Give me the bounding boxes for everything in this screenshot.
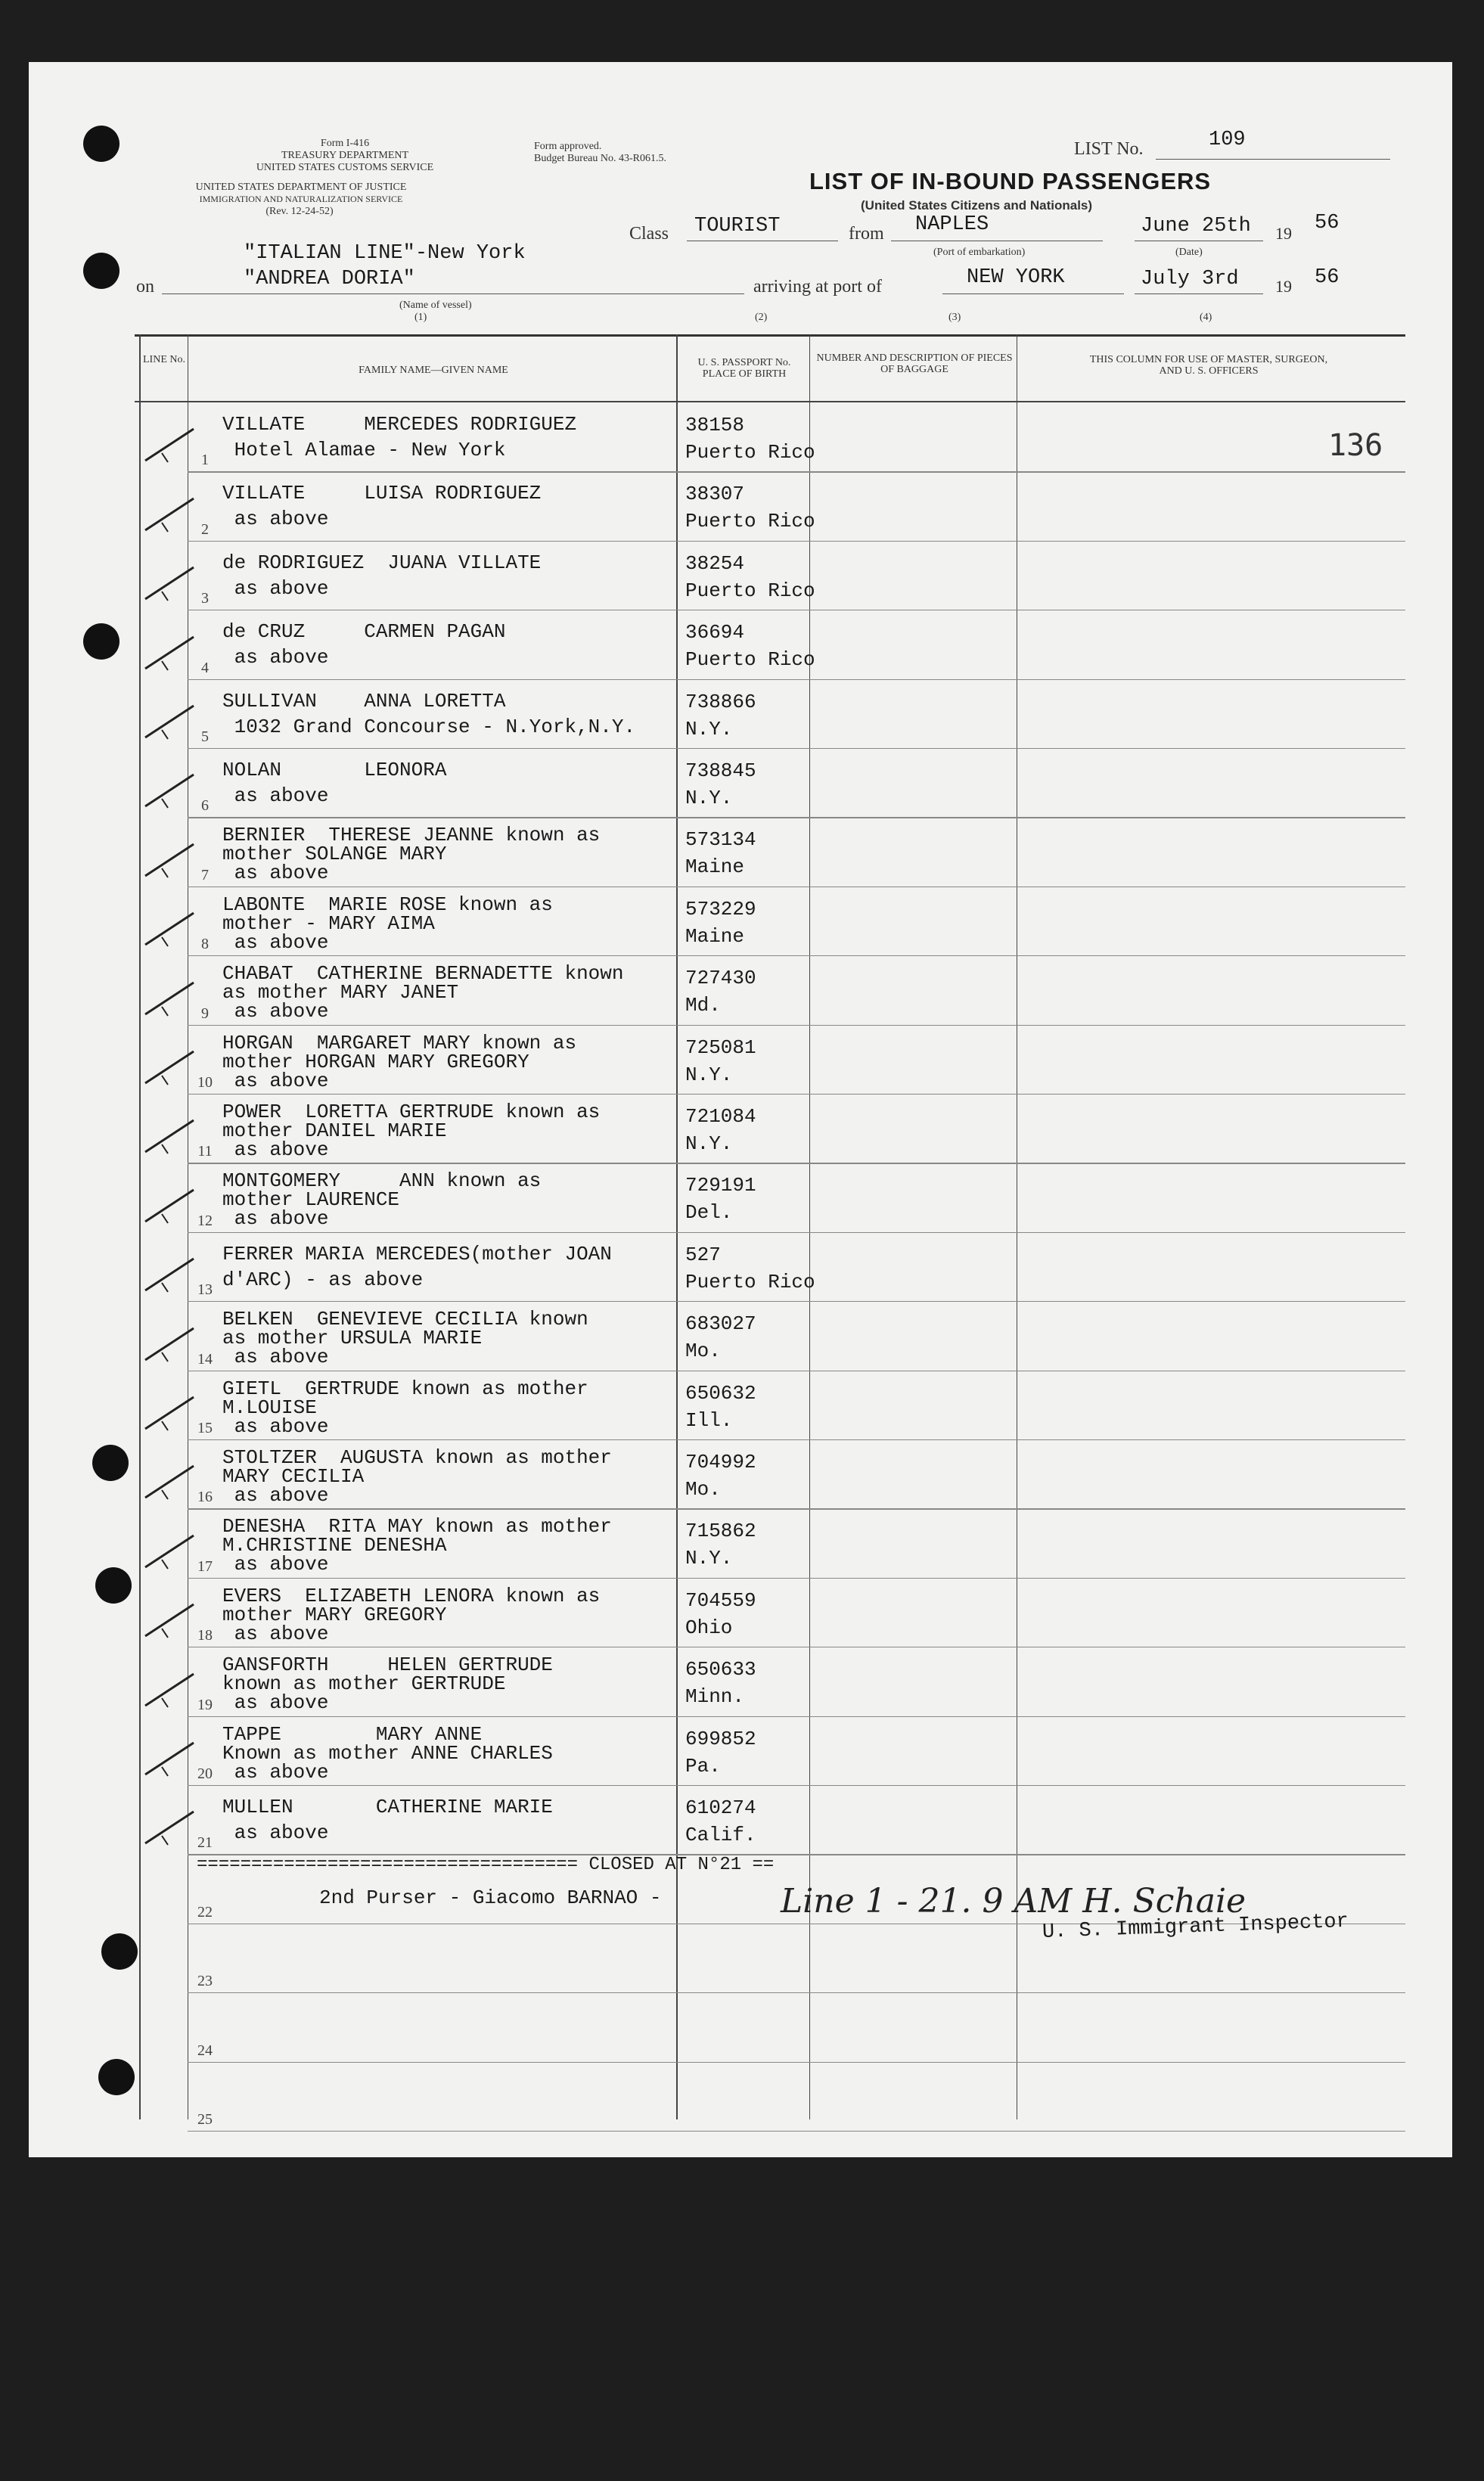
line-number: 19 [197, 1696, 213, 1713]
line-number: 23 [197, 1973, 213, 1990]
check-mark-icon [141, 695, 201, 748]
year-prefix: 19 [1275, 224, 1292, 243]
passport-and-birthplace: 715862 N.Y. [685, 1520, 756, 1570]
table-top-rule [135, 334, 1405, 337]
date-caption: (Date) [1175, 247, 1203, 258]
check-mark-icon [141, 1801, 201, 1854]
line-number: 3 [201, 590, 209, 607]
row-rule [188, 541, 1405, 542]
line-number: 12 [197, 1212, 213, 1229]
passenger-name: EVERS ELIZABETH LENORA known as mother MARY GREGORY as above [222, 1584, 601, 1645]
check-mark-icon [141, 1455, 201, 1508]
row-rule [188, 1025, 1405, 1026]
line-number: 25 [197, 2111, 213, 2128]
list-no-label: LIST No. [1074, 139, 1144, 159]
row-rule [188, 1301, 1405, 1302]
passenger-name: DENESHA RITA MAY known as mother M.CHRISTINE DENESHA as above [222, 1515, 612, 1576]
page-stamp: 136 [1328, 428, 1383, 463]
passenger-name: FERRER MARIA MERCEDES(mother JOAN d'ARC) - as above [222, 1242, 612, 1291]
col-header-passport: U. S. PASSPORT No. PLACE OF BIRTH [697, 357, 791, 380]
row-rule [188, 955, 1405, 956]
check-mark-icon [141, 834, 201, 887]
line-number: 1 [201, 452, 209, 469]
row-rule [188, 471, 1405, 472]
purser-signature: 2nd Purser - Giacomo BARNAO - [319, 1886, 662, 1909]
row-rule [188, 1578, 1405, 1579]
check-mark-icon [141, 902, 201, 955]
list-no: 109 [1209, 129, 1246, 151]
customs-service: UNITED STATES CUSTOMS SERVICE [256, 162, 434, 173]
row-rule [188, 2062, 1405, 2063]
from-label: from [849, 224, 884, 244]
passport-and-birthplace: 721084 N.Y. [685, 1105, 756, 1155]
check-mark-icon [141, 1179, 201, 1232]
passport-and-birthplace: 650632 Ill. [685, 1381, 756, 1432]
closed-line: =================================== CLOSED AT N°21 == [197, 1855, 775, 1875]
year-prefix-2: 19 [1275, 277, 1292, 296]
check-mark-icon [141, 1110, 201, 1163]
row-rule [188, 679, 1405, 680]
passport-and-birthplace: 650633 Minn. [685, 1658, 756, 1709]
passenger-name: NOLAN LEONORA as above [222, 759, 447, 807]
row-rule [188, 817, 1405, 818]
passport-and-birthplace: 38254 Puerto Rico [685, 551, 815, 602]
immigration-service: IMMIGRATION AND NATURALIZATION SERVICE [199, 194, 403, 204]
row-rule [188, 2131, 1405, 2132]
check-mark-icon [141, 1594, 201, 1647]
passenger-name: VILLATE MERCEDES RODRIGUEZ Hotel Alamae - New York [222, 413, 577, 461]
row-rule [188, 1785, 1405, 1786]
table-header-rule [135, 401, 1405, 402]
line-number: 17 [197, 1557, 213, 1575]
line-number: 16 [197, 1489, 213, 1506]
line-number: 14 [197, 1350, 213, 1368]
from-value: NAPLES [915, 213, 989, 236]
line-number: 21 [197, 1834, 213, 1852]
arrival-date: July 3rd [1141, 268, 1239, 290]
passenger-name: VILLATE LUISA RODRIGUEZ as above [222, 482, 542, 531]
passport-and-birthplace: 727430 Md. [685, 967, 756, 1017]
column-caption-3: (3) [948, 312, 961, 323]
form-number: Form I-416 [320, 138, 370, 149]
check-mark-icon [141, 1248, 201, 1301]
justice-department: UNITED STATES DEPARTMENT OF JUSTICE [195, 182, 407, 193]
document-title: LIST OF IN-BOUND PASSENGERS [809, 168, 1212, 194]
vessel-name: "ANDREA DORIA" [244, 268, 415, 290]
date-from: June 25th [1141, 215, 1251, 238]
passenger-name: HORGAN MARGARET MARY known as mother HORGAN MARY GREGORY as above [222, 1031, 577, 1092]
row-rule [188, 1992, 1405, 1993]
passport-and-birthplace: 704992 Mo. [685, 1451, 756, 1501]
arriving-label: arriving at port of [753, 277, 882, 297]
passenger-name: STOLTZER AUGUSTA known as mother MARY CECILIA as above [222, 1446, 612, 1507]
check-mark-icon [141, 764, 201, 817]
form-approved: Form approved. [534, 141, 602, 152]
vessel-caption: (Name of vessel) [399, 300, 472, 311]
passenger-name: LABONTE MARIE ROSE known as mother - MARY AIMA as above [222, 893, 553, 954]
check-mark-icon [141, 557, 201, 610]
passenger-name: POWER LORETTA GERTRUDE known as mother DANIEL MARIE as above [222, 1101, 601, 1161]
check-mark-icon [141, 418, 201, 471]
line-number: 22 [197, 1903, 213, 1921]
inspector-handwritten-note: Line 1 - 21. 9 AM H. Schaie [781, 1882, 1246, 1921]
class-label: Class [629, 224, 669, 244]
col-header-line-no: LINE No. [143, 354, 185, 365]
check-mark-icon [141, 972, 201, 1025]
passport-and-birthplace: 729191 Del. [685, 1174, 756, 1225]
row-rule [188, 1439, 1405, 1440]
line-number: 18 [197, 1627, 213, 1644]
line-number: 9 [201, 1005, 209, 1022]
row-rule [188, 1716, 1405, 1717]
passport-and-birthplace: 699852 Pa. [685, 1727, 756, 1778]
passenger-name: BELKEN GENEVIEVE CECILIA known as mother URSULA MARIE as above [222, 1308, 588, 1369]
passenger-name: TAPPE MARY ANNE Known as mother ANNE CHARLES as above [222, 1722, 553, 1784]
line-number: 6 [201, 797, 209, 815]
line-number: 4 [201, 659, 209, 676]
line-number: 13 [197, 1281, 213, 1299]
check-mark-icon [141, 626, 201, 679]
port-embark-caption: (Port of embarkation) [933, 247, 1026, 258]
line-number: 2 [201, 520, 209, 538]
passport-and-birthplace: 683027 Mo. [685, 1312, 756, 1363]
document-subtitle: (United States Citizens and Nationals) [861, 198, 1093, 213]
col-header-baggage: NUMBER AND DESCRIPTION OF PIECES OF BAGGAGE [816, 352, 1013, 375]
passport-and-birthplace: 527 Puerto Rico [685, 1243, 815, 1293]
passport-and-birthplace: 573229 Maine [685, 897, 756, 948]
passport-and-birthplace: 738866 N.Y. [685, 690, 756, 741]
column-caption-1: (1) [414, 312, 427, 323]
passenger-name: MONTGOMERY ANN known as mother LAURENCE as above [222, 1169, 542, 1231]
line-number: 5 [201, 728, 209, 745]
year-to: 56 [1315, 266, 1340, 289]
passport-and-birthplace: 38307 Puerto Rico [685, 483, 815, 533]
year-from: 56 [1315, 212, 1340, 234]
passenger-name: BERNIER THERESE JEANNE known as mother SOLANGE MARY as above [222, 824, 601, 885]
line-number: 15 [197, 1420, 213, 1436]
line-number: 20 [197, 1765, 213, 1782]
check-mark-icon [141, 1525, 201, 1578]
check-mark-icon [141, 488, 201, 541]
passport-and-birthplace: 573134 Maine [685, 828, 756, 879]
budget-bureau: Budget Bureau No. 43-R061.5. [534, 153, 666, 164]
passenger-name: de RODRIGUEZ JUANA VILLATE as above [222, 551, 542, 600]
passport-and-birthplace: 725081 N.Y. [685, 1036, 756, 1086]
passenger-name: SULLIVAN ANNA LORETTA 1032 Grand Concourse - N.York,N.Y. [222, 689, 636, 738]
inspector-title: U. S. Immigrant Inspector [1042, 1910, 1349, 1944]
line-number: 24 [197, 2042, 213, 2059]
manifest-page [29, 62, 1452, 2157]
passenger-name: de CRUZ CARMEN PAGAN as above [222, 620, 506, 669]
row-rule [188, 1508, 1405, 1509]
passport-and-birthplace: 704559 Ohio [685, 1588, 756, 1639]
passenger-name: MULLEN CATHERINE MARIE as above [222, 1796, 553, 1844]
steamship-line: "ITALIAN LINE"-New York [244, 242, 526, 265]
on-label: on [136, 277, 154, 297]
revision: (Rev. 12-24-52) [265, 206, 334, 217]
line-number: 11 [197, 1143, 213, 1160]
line-number: 7 [201, 866, 209, 883]
column-divider [676, 334, 678, 2119]
arrival-port: NEW YORK [967, 266, 1065, 289]
passenger-name: GIETL GERTRUDE known as mother M.LOUISE as above [222, 1377, 588, 1438]
passport-and-birthplace: 738845 N.Y. [685, 759, 756, 809]
check-mark-icon [141, 1732, 201, 1785]
column-caption-2: (2) [755, 312, 768, 323]
passport-and-birthplace: 36694 Puerto Rico [685, 621, 815, 672]
row-rule [188, 1232, 1405, 1233]
check-mark-icon [141, 1386, 201, 1439]
class-value: TOURIST [694, 215, 781, 238]
treasury-department: TREASURY DEPARTMENT [281, 150, 409, 161]
row-rule [188, 1094, 1405, 1095]
passport-and-birthplace: 610274 Calif. [685, 1796, 756, 1846]
line-number: 8 [201, 936, 209, 953]
check-mark-icon [141, 1318, 201, 1371]
col-header-officers: THIS COLUMN FOR USE OF MASTER, SURGEON, AND U. S. OFFICERS [1089, 354, 1328, 377]
check-mark-icon [141, 1663, 201, 1716]
passenger-name: CHABAT CATHERINE BERNADETTE known as mother MARY JANET as above [222, 962, 624, 1023]
column-caption-4: (4) [1200, 312, 1212, 323]
row-rule [188, 748, 1405, 749]
check-mark-icon [141, 1041, 201, 1094]
line-number: 10 [197, 1074, 213, 1091]
passenger-name: GANSFORTH HELEN GERTRUDE known as mother GERTRUDE as above [222, 1653, 553, 1715]
passenger-table [29, 62, 1452, 2157]
col-header-name: FAMILY NAME—GIVEN NAME [359, 365, 508, 376]
passport-and-birthplace: 38158 Puerto Rico [685, 414, 815, 464]
